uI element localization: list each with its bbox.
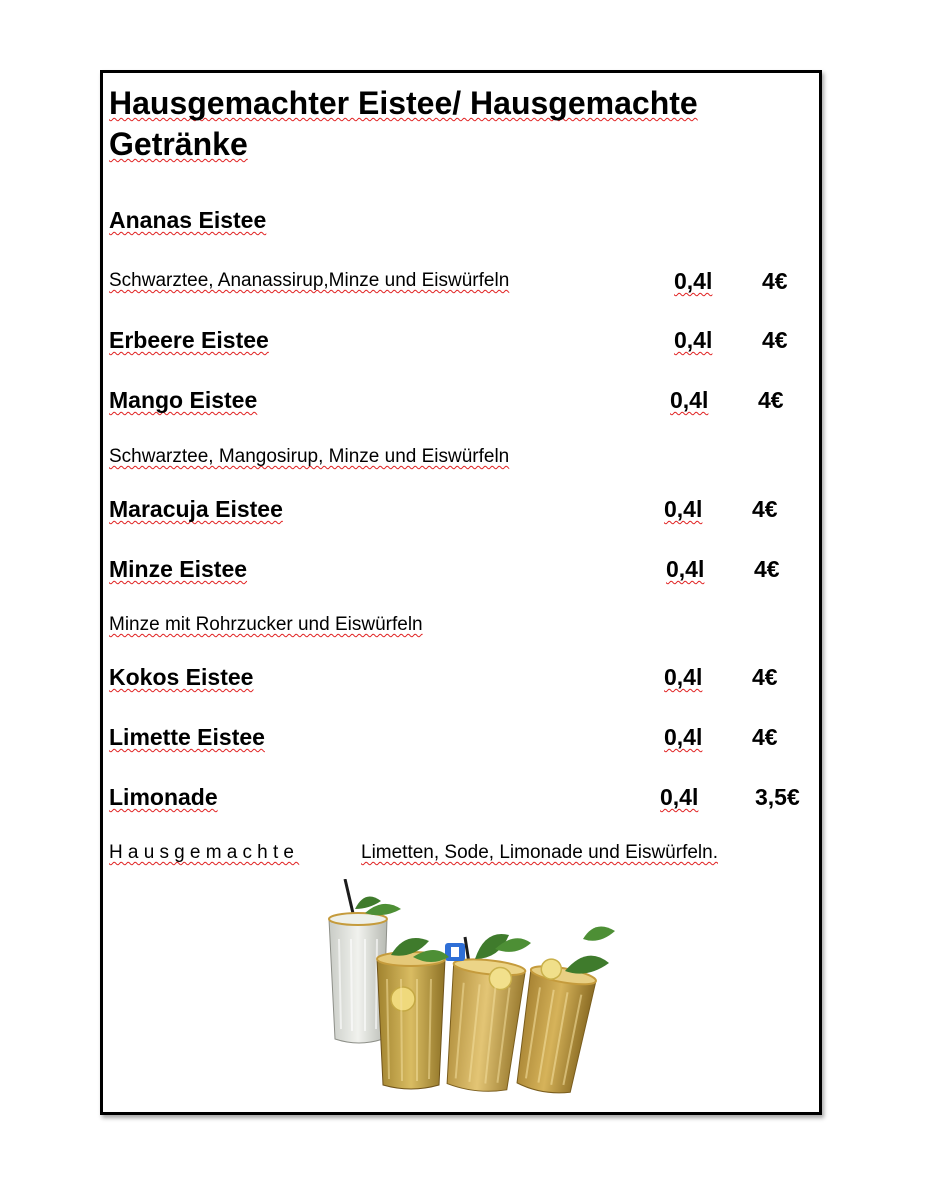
item-price-kokos: 4€ xyxy=(752,664,778,690)
item-volume-ananas: 0,4l xyxy=(674,268,713,294)
item-description-prefix-limonade: Hausgemachte xyxy=(109,842,300,863)
item-volume-limonade: 0,4l xyxy=(660,784,699,810)
item-name-minze: Minze Eistee xyxy=(109,556,248,582)
item-name-ananas: Ananas Eistee xyxy=(109,207,267,233)
menu-page xyxy=(100,70,822,1115)
item-name-mango: Mango Eistee xyxy=(109,387,258,413)
item-price-ananas: 4€ xyxy=(762,268,788,294)
item-price-mango: 4€ xyxy=(758,387,784,413)
item-volume-kokos: 0,4l xyxy=(664,664,703,690)
item-volume-limette: 0,4l xyxy=(664,724,703,750)
iced-tea-glasses-image xyxy=(325,879,621,1094)
item-description-mango: Schwarztee, Mangosirup, Minze und Eiswürfeln xyxy=(109,446,510,467)
item-price-erbeere: 4€ xyxy=(762,327,788,353)
item-price-minze: 4€ xyxy=(754,556,780,582)
item-description-limonade: Limetten, Sode, Limonade und Eiswürfeln. xyxy=(361,842,718,863)
page-title: Hausgemachter Eistee/ Hausgemachte Getränke xyxy=(109,85,698,162)
item-volume-minze: 0,4l xyxy=(666,556,705,582)
item-name-maracuja: Maracuja Eistee xyxy=(109,496,283,522)
item-price-limette: 4€ xyxy=(752,724,778,750)
item-name-erbeere: Erbeere Eistee xyxy=(109,327,269,353)
item-volume-maracuja: 0,4l xyxy=(664,496,703,522)
item-name-limonade: Limonade xyxy=(109,784,218,810)
item-name-limette: Limette Eistee xyxy=(109,724,265,750)
item-volume-mango: 0,4l xyxy=(670,387,709,413)
item-name-kokos: Kokos Eistee xyxy=(109,664,254,690)
item-description-ananas: Schwarztee, Ananassirup,Minze und Eiswürfeln xyxy=(109,270,510,291)
item-volume-erbeere: 0,4l xyxy=(674,327,713,353)
item-description-minze: Minze mit Rohrzucker und Eiswürfeln xyxy=(109,614,423,635)
item-price-limonade: 3,5€ xyxy=(755,784,800,810)
item-price-maracuja: 4€ xyxy=(752,496,778,522)
